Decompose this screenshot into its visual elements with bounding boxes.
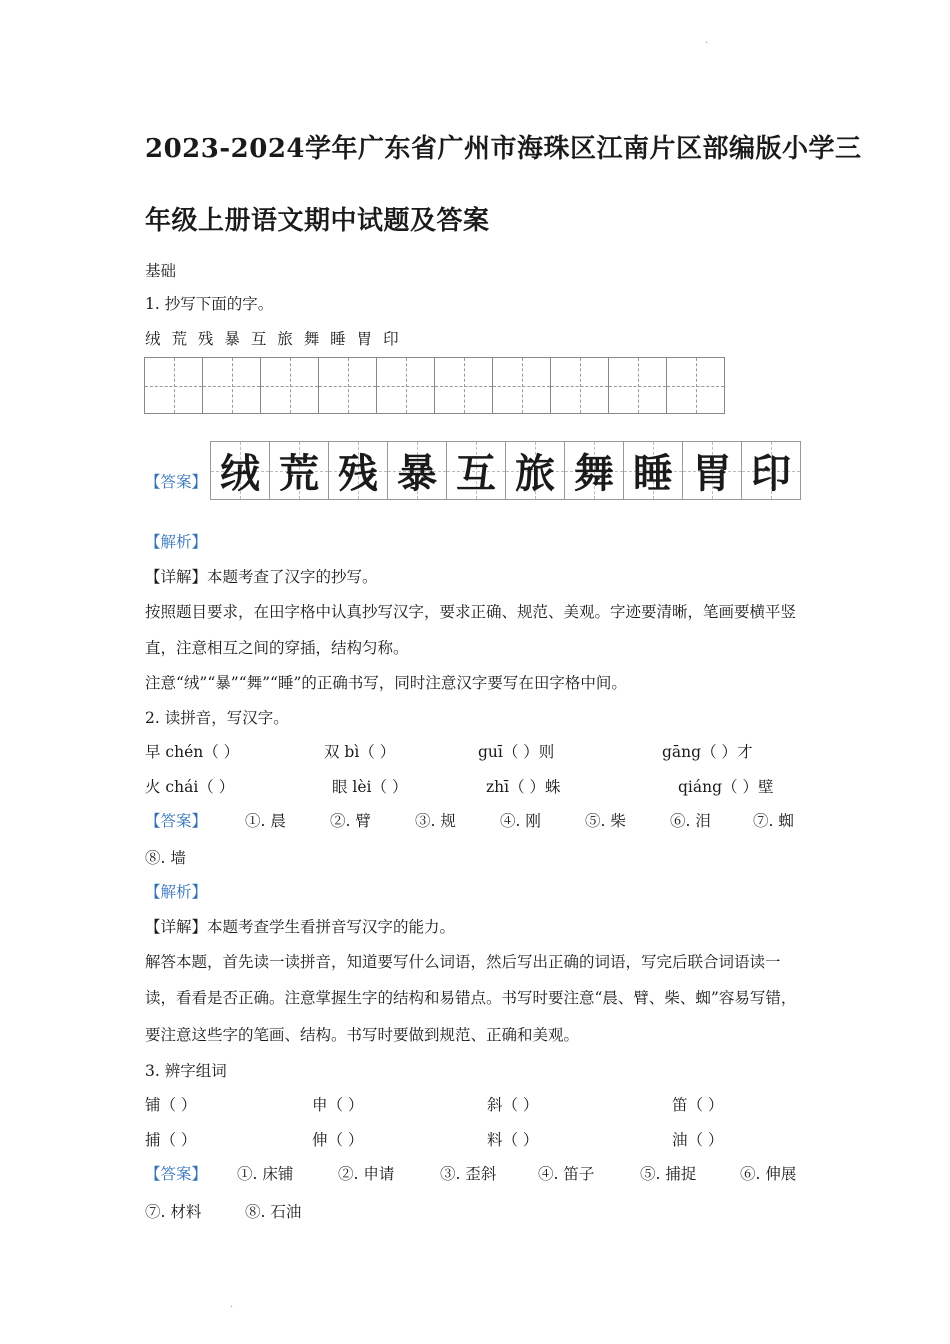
q2-item: guī（ ）则 <box>478 743 555 761</box>
answer-cell <box>624 441 683 500</box>
q1-char: 暴 <box>224 330 240 348</box>
q3-answer: ④. 笛子 <box>538 1165 595 1183</box>
answer-char: 印 <box>751 450 791 497</box>
q2-item: zhī（ ）蛛 <box>486 778 561 796</box>
q1-char: 印 <box>383 330 399 348</box>
q1-char: 绒 <box>145 330 161 348</box>
q2-item: gāng（ ）才 <box>662 743 753 761</box>
q2-answer-label: 【答案】 <box>145 812 208 830</box>
tianzige-cell <box>203 357 261 414</box>
answer-char: 舞 <box>574 450 614 497</box>
q2-item: 眼 lèi（ ） <box>332 778 408 796</box>
tianzige-cell <box>609 357 667 414</box>
q2-answer: ②. 臂 <box>330 812 371 830</box>
q1-char: 旅 <box>277 330 293 348</box>
q1-char: 舞 <box>303 330 320 348</box>
q3-answer: ⑦. 材料 <box>145 1203 202 1221</box>
q1-char: 荒 <box>171 330 187 348</box>
answer-cell <box>329 441 388 500</box>
tianzige-blank-grid <box>144 357 725 414</box>
tianzige-cell <box>145 357 203 414</box>
answer-char: 互 <box>456 450 496 497</box>
q2-analysis-label: 【解析】 <box>145 883 208 901</box>
header-mark: · <box>705 38 709 49</box>
answer-cell <box>388 441 447 500</box>
q1-para-2: 直，注意相互之间的穿插，结构匀称。 <box>145 639 409 657</box>
answer-cell <box>270 441 329 500</box>
tianzige-cell <box>377 357 435 414</box>
answer-char: 胃 <box>692 450 732 497</box>
page-title-line-2: 年级上册语文期中试题及答案 <box>145 206 490 236</box>
q2-detail: 【详解】本题考查学生看拼音写汉字的能力。 <box>145 918 456 936</box>
q3-item: 斜（ ） <box>487 1096 539 1114</box>
tianzige-cell <box>551 357 609 414</box>
q2-answer: ③. 规 <box>415 812 456 830</box>
q3-item: 铺（ ） <box>145 1096 197 1114</box>
answer-char: 旅 <box>515 450 555 497</box>
q3-answer: ⑤. 捕捉 <box>640 1165 697 1183</box>
tianzige-cell <box>493 357 551 414</box>
q1-char: 残 <box>197 330 214 348</box>
answer-cell <box>506 441 565 500</box>
answer-char: 残 <box>338 450 378 497</box>
q3-item: 伸（ ） <box>312 1131 364 1149</box>
tianzige-cell <box>319 357 377 414</box>
answer-cell <box>565 441 624 500</box>
answer-char: 绒 <box>220 450 260 497</box>
answer-cell <box>447 441 506 500</box>
q1-answer-label: 【答案】 <box>145 473 208 491</box>
q3-item: 料（ ） <box>487 1131 539 1149</box>
q3-answer: ②. 申请 <box>338 1165 395 1183</box>
q3-prompt: 3. 辨字组词 <box>145 1062 227 1080</box>
q3-answer: ①. 床铺 <box>237 1165 294 1183</box>
q3-answer: ③. 歪斜 <box>440 1165 497 1183</box>
q3-answer-label: 【答案】 <box>145 1165 208 1183</box>
q1-detail: 【详解】本题考查了汉字的抄写。 <box>145 568 378 586</box>
q1-prompt: 1. 抄写下面的字。 <box>145 295 274 313</box>
tianzige-cell <box>667 357 725 414</box>
tianzige-cell <box>261 357 319 414</box>
q2-answer: ⑤. 柴 <box>585 812 626 830</box>
section-heading: 基础 <box>145 262 177 280</box>
page-title-line-1: 2023-2024学年广东省广州市海珠区江南片区部编版小学三 <box>145 134 862 164</box>
q1-char: 互 <box>250 330 267 348</box>
answer-char: 睡 <box>633 450 673 497</box>
q3-item: 油（ ） <box>672 1131 724 1149</box>
q2-para-3: 要注意这些字的笔画、结构。书写时要做到规范、正确和美观。 <box>145 1026 580 1044</box>
q1-char: 胃 <box>356 330 373 348</box>
q3-item: 笛（ ） <box>672 1096 724 1114</box>
q1-analysis-label: 【解析】 <box>145 533 208 551</box>
answer-cell <box>742 441 801 500</box>
q1-para-3: 注意“绒”“暴”“舞”“睡”的正确书写，同时注意汉字要写在田字格中间。 <box>145 674 627 692</box>
q2-answer: ⑥. 泪 <box>670 812 711 830</box>
q2-answer: ⑦. 蜘 <box>753 812 794 830</box>
q1-para-1: 按照题目要求，在田字格中认真抄写汉字，要求正确、规范、美观。字迹要清晰，笔画要横平竖 <box>145 603 797 621</box>
q3-item: 申（ ） <box>312 1096 364 1114</box>
q2-answer: ⑧. 墙 <box>145 849 186 867</box>
q3-answer: ⑧. 石油 <box>245 1203 302 1221</box>
answer-char: 荒 <box>279 450 319 497</box>
q2-prompt: 2. 读拼音，写汉字。 <box>145 709 289 727</box>
answer-char: 暴 <box>397 450 437 497</box>
q3-item: 捕（ ） <box>145 1131 197 1149</box>
tianzige-cell <box>435 357 493 414</box>
answer-cell <box>683 441 742 500</box>
q2-item: qiáng（ ）壁 <box>678 778 774 796</box>
footer-mark: · <box>230 1302 234 1313</box>
q2-item: 早 chén（ ） <box>145 743 240 761</box>
q1-char-list <box>145 327 405 349</box>
q2-item: 火 chái（ ） <box>145 778 235 796</box>
q2-item: 双 bì（ ） <box>324 743 396 761</box>
q2-para-2: 读，看看是否正确。注意掌握生字的结构和易错点。书写时要注意“晨、臂、柴、蜘”容易写错， <box>145 989 797 1007</box>
answer-cell <box>211 441 270 500</box>
q3-answer: ⑥. 伸展 <box>740 1165 797 1183</box>
q1-answer-grid <box>210 441 801 500</box>
q1-char: 睡 <box>330 330 346 348</box>
q2-para-1: 解答本题，首先读一读拼音，知道要写什么词语，然后写出正确的词语，写完后联合词语读一 <box>145 953 781 971</box>
q2-answer: ④. 刚 <box>500 812 541 830</box>
q2-answer: ①. 晨 <box>245 812 286 830</box>
